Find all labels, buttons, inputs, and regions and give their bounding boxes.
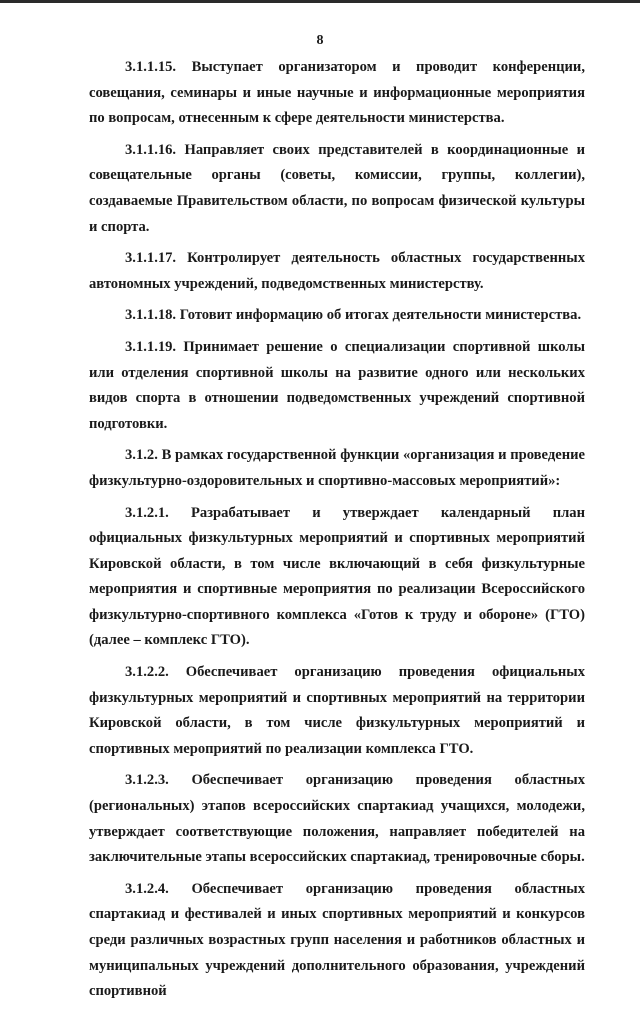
scan-top-edge [0,0,640,3]
paragraph-3-1-2-1: 3.1.2.1. Разрабатывает и утверждает календарный план официальных физкультурных мероприятий и спортивных мероприятий Кировской области, в том числе включающий в себя физкультурные мероприятия и спортивные мероприятия по реализации Всероссийского физкультурно-спортивного комплекса «Готов к труду и обороне» (ГТО) (далее – комплекс ГТО). [89,504,585,649]
paragraph-3-1-2-2: 3.1.2.2. Обеспечивает организацию проведения официальных физкультурных мероприятий и спортивных мероприятий на территории Кировской области, в том числе физкультурных мероприятий и спортивных мероприятий по реализации комплекса ГТО. [89,664,585,757]
paragraph-3-1-1-15: 3.1.1.15. Выступает организатором и проводит конференции, совещания, семинары и иные научные и информационные мероприятия по вопросам, отнесенным к сфере деятельности министерства. [89,59,585,127]
paragraph-3-1-1-17: 3.1.1.17. Контролирует деятельность областных государственных автономных учреждений, подведомственных министерству. [89,250,585,292]
page-number: 8 [316,33,324,48]
document-body [89,55,585,1011]
paragraph-3-1-2: 3.1.2. В рамках государственной функции «организация и проведение физкультурно-оздоровительных и спортивно-массовых мероприятий»: [89,447,585,489]
paragraph-3-1-1-19: 3.1.1.19. Принимает решение о специализации спортивной школы или отделения спортивной школы на развитие одного или нескольких видов спорта в отношении подведомственных учреждений спортивной подготовки. [89,338,585,432]
paragraph-3-1-1-18: 3.1.1.18. Готовит информацию об итогах деятельности министерства. [125,307,582,324]
paragraph-3-1-1-16: 3.1.1.16. Направляет своих представителей в координационные и совещательные органы (советы, комиссии, группы, коллегии), создаваемые Правительством области, по вопросам физической культуры и спорта. [89,141,585,235]
paragraph-3-1-2-4: 3.1.2.4. Обеспечивает организацию проведения областных спартакиад и фестивалей и иных спортивных мероприятий и конкурсов среди различных возрастных групп населения и работников областных и муниципальных учреждений дополнительного образования, учреждений спортивной [89,880,585,1000]
paragraph-3-1-2-3: 3.1.2.3. Обеспечивает организацию проведения областных (региональных) этапов всероссийских спартакиад учащихся, молодежи, утверждает соответствующие положения, направляет победителей на заключительные этапы всероссийских спартакиад, тренировочные сборы. [89,772,585,866]
